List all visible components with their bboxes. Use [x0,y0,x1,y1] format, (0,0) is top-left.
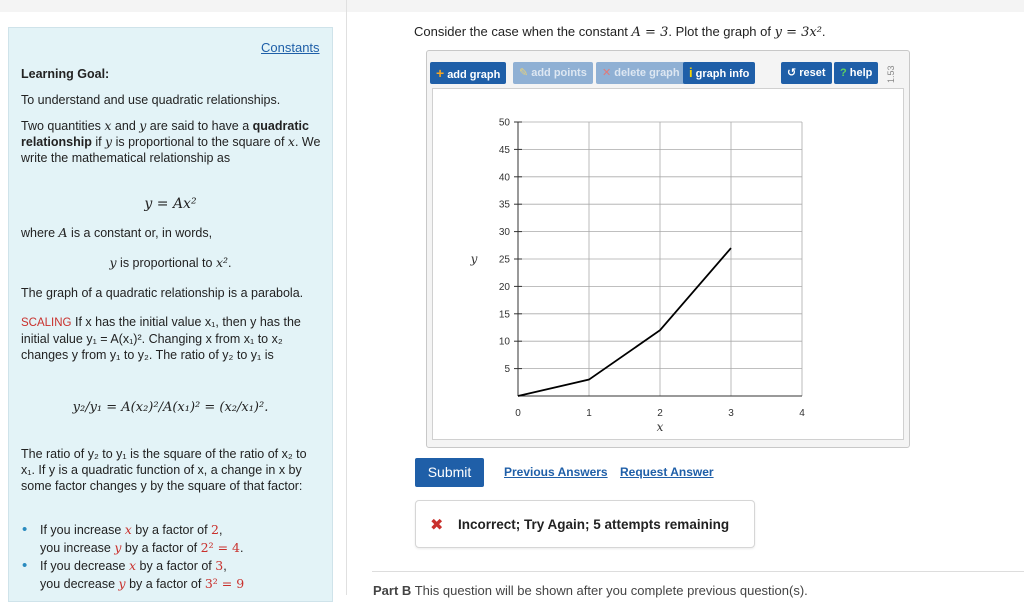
incorrect-icon: ✖ [430,517,444,534]
info-icon: i [689,65,693,80]
y-tick-label: 40 [498,172,510,184]
y-tick-label: 15 [498,309,510,321]
version-label: 1.53 [886,65,896,83]
y-axis-label: y [470,252,478,266]
scaling-label: SCALING [21,317,72,329]
x-tick-label: 2 [657,408,663,419]
bullet-icon: • [22,557,28,574]
add-points-button[interactable]: ✎ add points [513,62,593,84]
y-tick-label: 5 [504,364,510,376]
y-tick-label: 10 [498,336,510,348]
delete-icon: ✕ [602,67,612,79]
y-tick-label: 45 [498,144,510,156]
plus-icon: + [436,65,445,81]
feedback-box [415,500,755,548]
pencil-icon: ✎ [519,67,529,79]
request-answer-link[interactable]: Request Answer [620,465,714,479]
column-divider [346,0,347,595]
bullet-icon: • [22,521,28,538]
previous-answers-link[interactable]: Previous Answers [504,465,608,479]
ratio-explanation: The ratio of y₂ to y₁ is the square of the ratio of x₂ to x₁. If y is a quadratic function of x, a change in x by some factor changes y by the square of that factor: [21,447,307,493]
y-tick-label: 30 [498,227,510,239]
scaling-paragraph: SCALING If x has the initial value x₁, then y has the initial value y₁ = A(x₁)². Changing x from x₁ to x₂ changes y from y₁ to y₂. The ratio of y₂ to y₁ is [21,315,301,362]
plot-canvas[interactable] [432,88,904,440]
x-tick-label: 4 [799,408,805,419]
x-tick-label: 3 [728,408,734,419]
constants-link[interactable]: Constants [261,40,320,55]
y-tick-label: 25 [498,254,510,266]
equation-y-ax2: y = Ax² [144,196,197,212]
y-tick-label: 50 [498,117,510,129]
y-tick-label: 20 [498,281,510,293]
where-text: where A is a constant or, in words, [21,225,213,240]
add-graph-button[interactable]: + add graph [430,62,506,84]
part-b-notice: Part B This question will be shown after you complete previous question(s). [373,583,808,598]
feedback-message: Incorrect; Try Again; 5 attempts remaining [458,517,730,532]
parabola-text: The graph of a quadratic relationship is a parabola. [21,286,304,300]
question-prompt: Consider the case when the constant A = 3. Plot the graph of y = 3x². [414,24,826,40]
delete-graph-button[interactable]: ✕ delete graph [596,62,686,84]
factor-list [22,521,330,593]
list-item: • If you decrease x by a factor of 3, you decrease y by a factor of 3² = 9 [22,557,245,591]
reset-icon: ↺ [787,67,797,79]
x-tick-label: 0 [515,408,521,419]
submit-button[interactable]: Submit [415,458,484,487]
reset-button[interactable]: ↺ reset [781,62,832,84]
help-button[interactable]: ? help [834,62,878,84]
proportional-statement: y is proportional to x². [109,255,232,270]
ratio-equation: y₂/y₁ = A(x₂)²/A(x₁)² = (x₂/x₁)². [72,400,269,415]
learning-goal-text: To understand and use quadratic relationships. [21,93,281,107]
top-strip [0,0,1024,12]
series-line [518,248,731,396]
graph-info-button[interactable]: i graph info [683,62,755,84]
quadratic-definition: Two quantities x and y are said to have a quadratic relationship if y is proportional to the square of x. We write the mathematical relationship as [21,118,321,165]
help-icon: ? [840,67,847,79]
y-tick-label: 35 [498,199,510,211]
x-axis-label: x [656,420,664,434]
section-divider [372,571,1024,572]
list-item: • If you increase x by a factor of 2, you increase y by a factor of 2² = 4. [22,521,244,555]
learning-goal-heading: Learning Goal: [21,67,110,81]
x-tick-label: 1 [586,408,592,419]
